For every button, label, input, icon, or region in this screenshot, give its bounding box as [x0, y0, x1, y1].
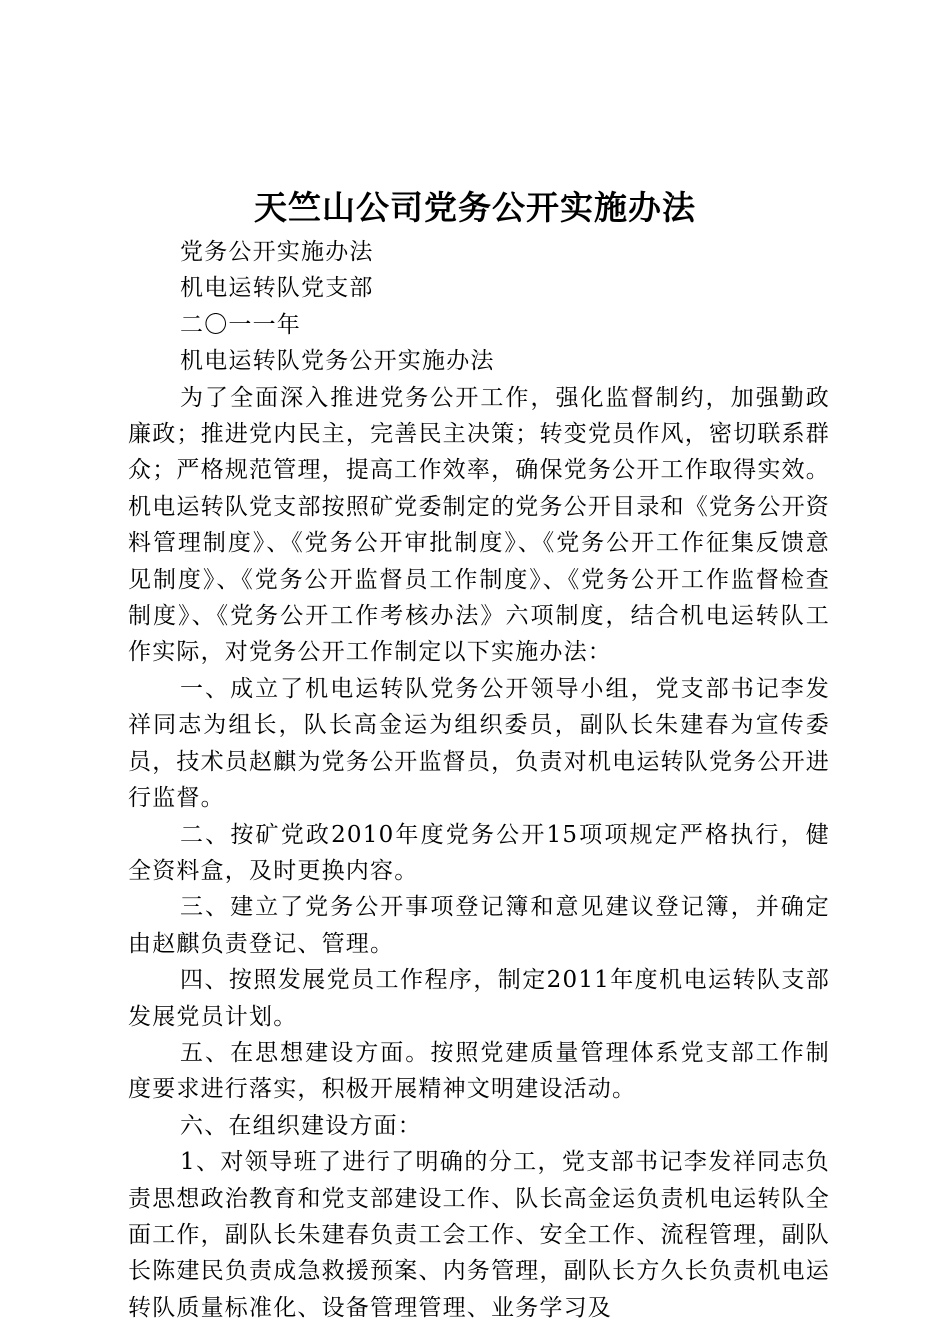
department-line: 机电运转队党支部: [180, 275, 374, 302]
paragraph-item-1: 一、成立了机电运转队党务公开领导小组，党支部书记李发祥同志为组长，队长高金运为组织委员，副队长朱建春为宣传委员，技术员赵麒为党务公开监督员，负责对机电运转队党务公开进行监督。: [128, 675, 830, 812]
subtitle-line: 党务公开实施办法: [180, 239, 374, 265]
document-body: [128, 234, 830, 1326]
year-line: 二〇一一年: [180, 311, 301, 338]
paragraph-item-2: 二、按矿党政2010年度党务公开15项项规定严格执行，健全资料盒，及时更换内容。: [128, 821, 830, 884]
paragraph-subitem-1: 1、对领导班了进行了明确的分工，党支部书记李发祥同志负责思想政治教育和党支部建设工作、队长高金运负责机电运转队全面工作，副队长朱建春负责工会工作、安全工作、流程管理，副队长陈建民负责成急救援预案、内务管理，副队长方久长负责机电运转队质量标准化、设备管理管理、业务学习及: [128, 1149, 830, 1321]
section-heading: 机电运转队党务公开实施办法: [180, 348, 495, 375]
paragraph-item-6: 六、在组织建设方面：: [180, 1112, 422, 1139]
paragraph-item-4: 四、按照发展党员工作程序，制定2011年度机电运转队支部发展党员计划。: [128, 967, 830, 1030]
document-title: 天竺山公司党务公开实施办法: [254, 188, 696, 227]
paragraph-intro: 为了全面深入推进党务公开工作，强化监督制约，加强勤政廉政；推进党内民主，完善民主决策；转变党员作风，密切联系群众；严格规范管理，提高工作效率，确保党务公开工作取得实效。机电运转队党支部按照矿党委制定的党务公开目录和《党务公开资料管理制度》、《党务公开审批制度》、《党务公开工作征集反馈意见制度》、《党务公开监督员工作制度》、《党务公开工作监督检查制度》、《党务公开工作考核办法》六项制度，结合机电运转队工作实际，对党务公开工作制定以下实施办法：: [128, 384, 830, 666]
paragraph-item-5: 五、在思想建设方面。按照党建质量管理体系党支部工作制度要求进行落实，积极开展精神文明建设活动。: [128, 1039, 830, 1103]
paragraph-item-3: 三、建立了党务公开事项登记簿和意见建议登记簿，并确定由赵麒负责登记、管理。: [128, 894, 830, 957]
